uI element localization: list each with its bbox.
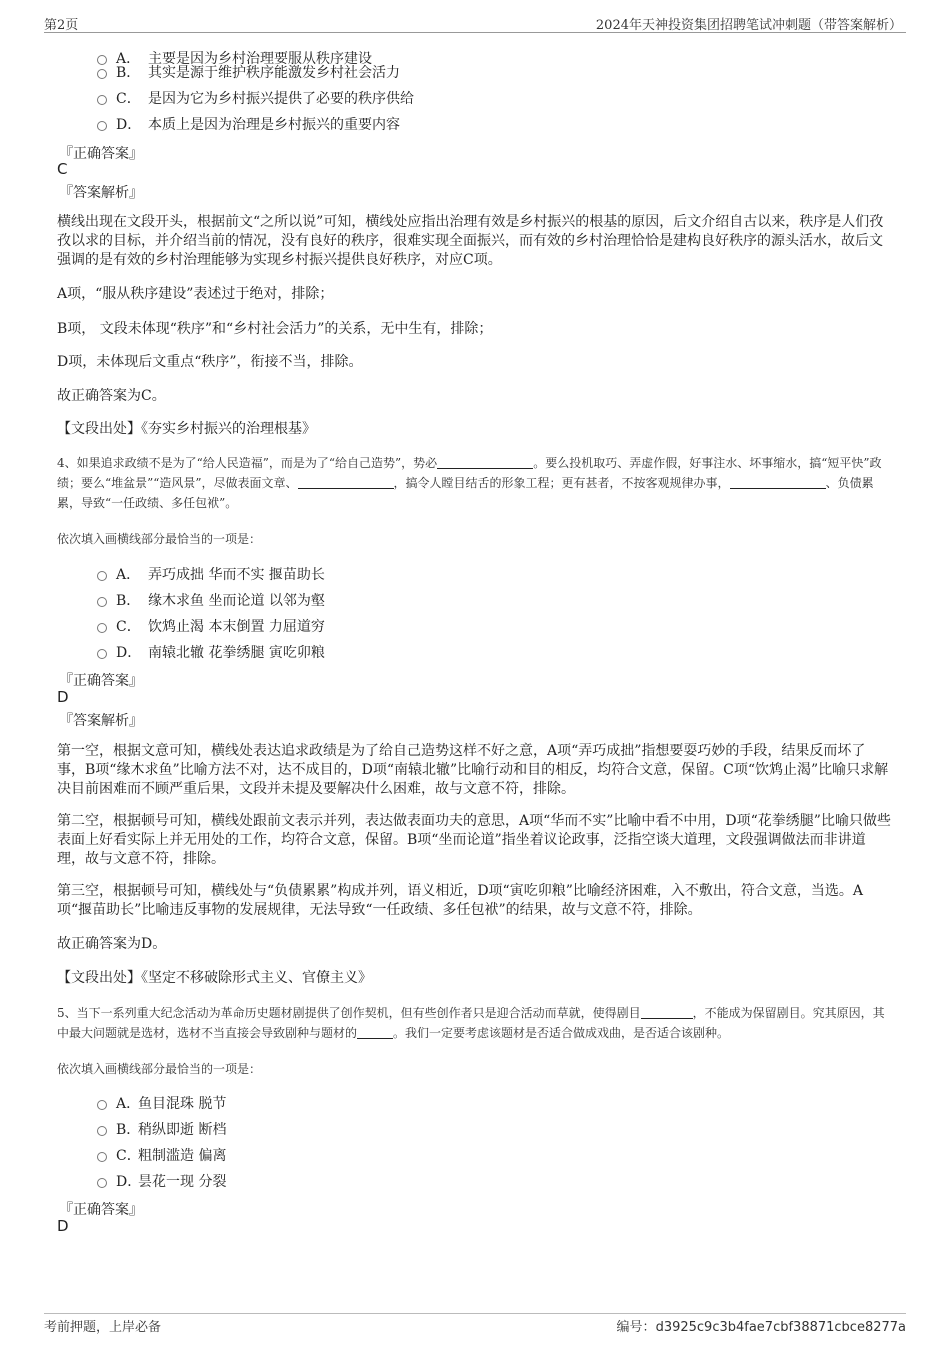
radio-icon[interactable] (97, 95, 107, 105)
radio-icon[interactable] (97, 571, 107, 581)
q3-option-d[interactable]: D． 本质上是因为治理是乡村振兴的重要内容 (97, 114, 400, 134)
q3-answer-tag: 『正确答案』 (59, 146, 143, 162)
q3-analysis-tag: 『答案解析』 (59, 185, 143, 201)
q5-option-d[interactable]: D．昙花一现 分裂 (97, 1171, 226, 1191)
radio-icon[interactable] (97, 1152, 107, 1162)
q3-conclusion: 故正确答案为C。 (57, 388, 166, 404)
radio-icon[interactable] (97, 1100, 107, 1110)
q4-option-c[interactable]: C． 饮鸩止渴 本末倒置 力屈道穷 (97, 616, 325, 636)
q4-prompt: 依次填入画横线部分最恰当的一项是： (57, 532, 262, 546)
q3-answer: C (57, 160, 68, 178)
q5-option-b[interactable]: B．稍纵即逝 断档 (97, 1119, 226, 1139)
q4-option-a[interactable]: A． 弄巧成拙 华而不实 揠苗助长 (97, 564, 325, 584)
q3-analysis-paragraph: 横线出现在文段开头，根据前文“之所以说”可知，横线处应指出治理有效是乡村振兴的根基的原因，后文介绍自古以来，秩序是人们孜孜以求的目标，并介绍当前的情况，没有良好的秩序，很难实现全面振兴，而有效的乡村治理恰恰是建构良好秩序的源头活水，故后文强调的是有效的乡村治理能够为实现乡村振兴提供良好秩序，对应C项。 (57, 214, 884, 268)
radio-icon[interactable] (97, 1126, 107, 1136)
q4-conclusion: 故正确答案为D。 (57, 936, 167, 952)
q5-option-a[interactable]: A．鱼目混珠 脱节 (97, 1093, 226, 1113)
page-footer (44, 1313, 906, 1336)
q4-blank-3 (730, 475, 826, 489)
q4-source: 【文段出处】《坚定不移破除形式主义、官僚主义》 (57, 970, 372, 986)
q3-option-a[interactable]: A． 主要是因为乡村治理要服从秩序建设 (97, 48, 372, 68)
page-number: 第2页 (44, 18, 79, 33)
q4-blank-2 (298, 475, 394, 489)
q4-stem: 4、如果追求政绩不是为了“给人民造福”，而是为了“给自己造势”，势必 。要么投机取巧、弄虚作假，好事注水、坏事缩水，搞“短平快”政绩；要么“堆盆景”“造风景”，尽做表面文章、 ，搞令人瞠目结舌的形象工程；更有甚者，不按客观规律办事， 、负债累累，导致“一任政绩、多任包袱”。 (57, 456, 882, 510)
q5-blank-2 (357, 1025, 393, 1039)
q3-source: 【文段出处】《夯实乡村振兴的治理根基》 (57, 421, 316, 437)
radio-icon[interactable] (97, 649, 107, 659)
q3-option-b[interactable]: B． 其实是源于维护秩序能激发乡村社会活力 (97, 62, 400, 82)
q5-answer-tag: 『正确答案』 (59, 1202, 143, 1218)
q5-option-c[interactable]: C．粗制滥造 偏离 (97, 1145, 226, 1165)
q4-analysis-first-blank: 第一空，根据文意可知，横线处表达追求政绩是为了给自己造势这样不好之意，A项“弄巧成拙”指想要耍巧妙的手段，结果反而坏了事，B项“缘木求鱼”比喻方法不对，达不成目的，D项“南辕北辙”比喻行动和目的相反，均符合文意，保留。C项“饮鸩止渴”比喻只求解决目前困难而不顾严重后果，文段并未提及要解决什么困难，故与文意不符，排除。 (57, 743, 889, 797)
q3-option-c[interactable]: C． 是因为它为乡村振兴提供了必要的秩序供给 (97, 88, 414, 108)
q5-blank-1 (641, 1005, 693, 1019)
q4-answer: D (57, 688, 69, 706)
radio-icon[interactable] (97, 1178, 107, 1188)
footer-slogan: 考前押题，上岸必备 (44, 1320, 162, 1335)
q4-analysis-third-blank: 第三空，根据顿号可知，横线处与“负债累累”构成并列，语义相近，D项“寅吃卯粮”比喻经济困难，入不敷出，符合文意，当选。A项“揠苗助长”比喻违反事物的发展规律，无法导致“一任政绩、多任包袱”的结果，故与文意不符，排除。 (57, 883, 863, 918)
q5-prompt: 依次填入画横线部分最恰当的一项是： (57, 1062, 262, 1076)
q3-analysis-b: B项， 文段未体现“秩序”和“乡村社会活力”的关系，无中生有，排除； (57, 321, 493, 337)
q5-stem: 5、当下一系列重大纪念活动为革命历史题材剧提供了创作契机，但有些创作者只是迎合活动而草就，使得剧目 ，不能成为保留剧目。究其原因，其中最大问题就是选材，选材不当直接会导致剧种与题材的 。我们一定要考虑该题材是否适合做成戏曲，是否适合该剧种。 (57, 1006, 885, 1040)
document-title: 2024年天神投资集团招聘笔试冲刺题（带答案解析） (595, 18, 902, 33)
q4-answer-tag: 『正确答案』 (59, 673, 143, 689)
q3-analysis-d: D项，未体现后文重点“秩序”，衔接不当，排除。 (57, 354, 363, 370)
q4-option-d[interactable]: D． 南辕北辙 花拳绣腿 寅吃卯粮 (97, 642, 325, 662)
q5-answer: D (57, 1217, 69, 1235)
radio-icon[interactable] (97, 121, 107, 131)
q4-analysis-second-blank: 第二空，根据顿号可知，横线处跟前文表示并列，表达做表面功夫的意思，A项“华而不实”比喻中看不中用，D项“花拳绣腿”比喻只做些表面上好看实际上并无用处的工作，均符合文意，保留。B项“坐而论道”指坐着议论政事，泛指空谈大道理，文段强调做法而非讲道理，故与文意不符，排除。 (57, 813, 891, 867)
q4-option-b[interactable]: B． 缘木求鱼 坐而论道 以邻为壑 (97, 590, 325, 610)
radio-icon[interactable] (97, 597, 107, 607)
q4-blank-1 (437, 455, 533, 469)
q3-analysis-a: A项，“服从秩序建设”表述过于绝对，排除； (57, 286, 334, 302)
radio-icon[interactable] (97, 69, 107, 79)
q4-analysis-tag: 『答案解析』 (59, 713, 143, 729)
document-code: 编号：d3925c9c3b4fae7cbf38871cbce8277a (616, 1320, 906, 1335)
radio-icon[interactable] (97, 623, 107, 633)
page-header (44, 12, 906, 33)
